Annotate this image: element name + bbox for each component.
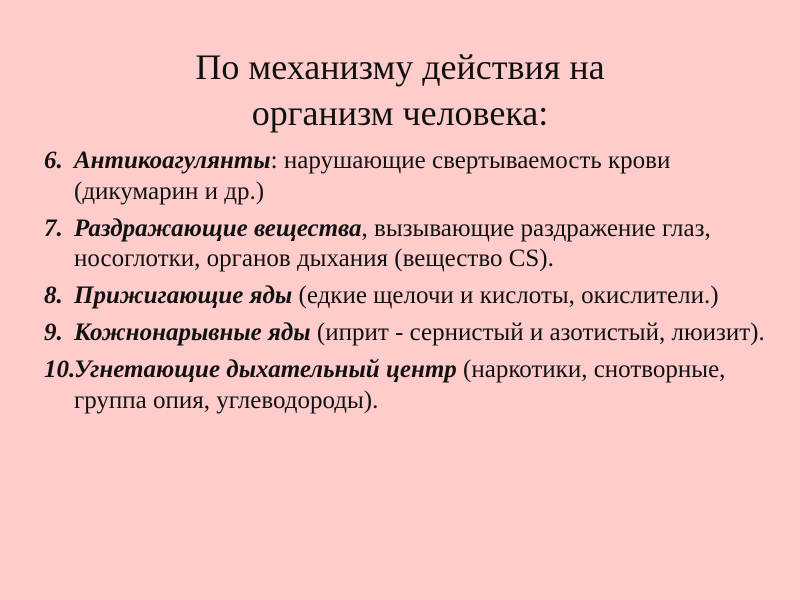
list-item: [44, 146, 774, 207]
list-item-description: (наркотики, снотворные, группа опия, углеводороды).: [74, 356, 726, 414]
slide-title: [0, 44, 800, 136]
slide-title-line-2: организм человека:: [251, 93, 549, 133]
list-item-number: 8.: [44, 282, 63, 309]
list-item-description: : нарушающие свертываемость крови (дикумарин и др.): [74, 147, 671, 205]
list-item-description: (едкие щелочи и кислоты, окислители.): [292, 282, 719, 309]
list-item: [44, 281, 774, 312]
list-item-description: (иприт - сернистый и азотистый, люизит).: [310, 319, 765, 346]
list-item-description: , вызывающие раздражение глаз, носоглотки, органов дыхания (вещество CS).: [74, 214, 711, 272]
slide-title-line-1: По механизму действия на: [195, 47, 605, 87]
list-item-number: 10.: [44, 356, 76, 383]
list-item: [44, 214, 774, 275]
list-item: [44, 355, 774, 416]
list-item-term: Раздражающие вещества: [74, 214, 362, 242]
list-item-term: Кожнонарывные яды: [74, 319, 311, 346]
list-item-number: 9.: [44, 319, 63, 346]
list-item-number: 7.: [44, 214, 63, 242]
list-item-term: Антикоагулянты: [74, 147, 271, 174]
list-item-number: 6.: [44, 147, 63, 174]
toxin-classification-list: [44, 146, 774, 423]
list-item-term: Угнетающие дыхательный центр: [74, 356, 457, 383]
list-item-term: Прижигающие яды: [74, 282, 293, 309]
list-item: [44, 318, 774, 349]
